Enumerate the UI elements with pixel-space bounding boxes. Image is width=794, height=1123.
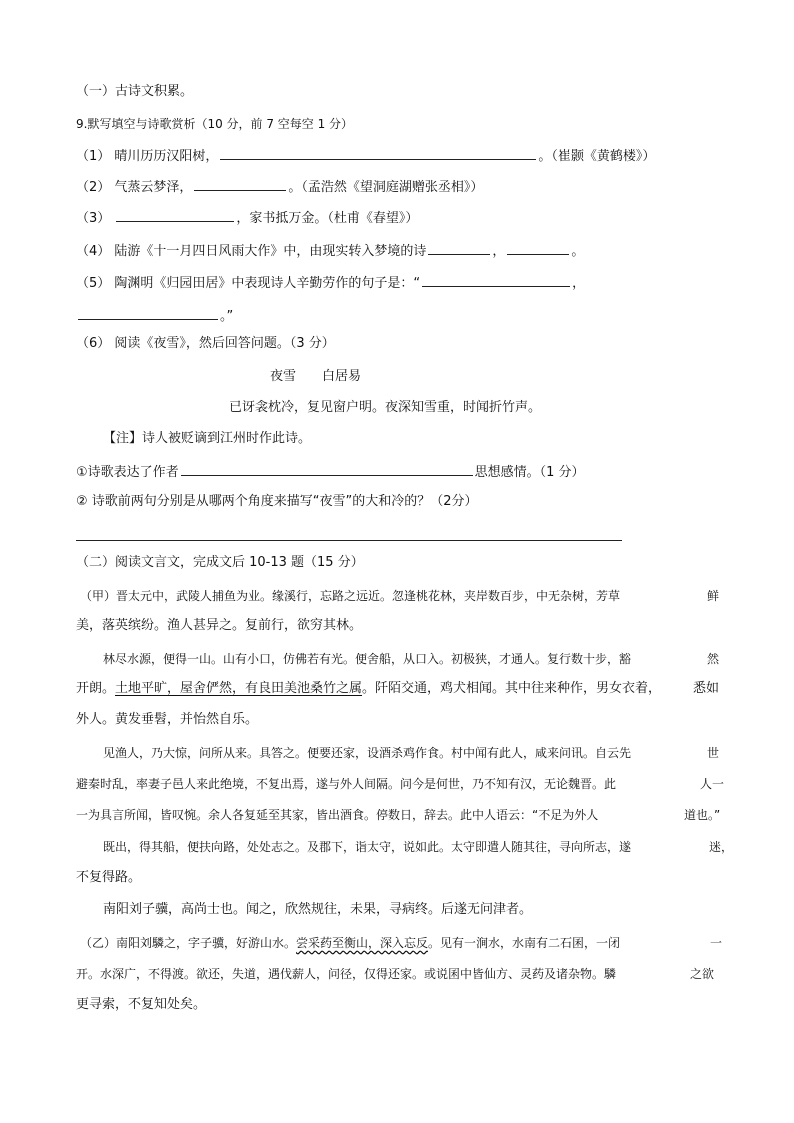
underlined-sentence: 尝采药至衡山，深入忘反 — [296, 936, 429, 950]
item-4 — [76, 241, 794, 261]
passage-line — [103, 744, 794, 762]
passage-text: （甲）晋太元中，武陵人捕鱼为业。缘溪行，忘路之远近。忽逢桃花林，夹岸数百步，中无杂树，芳草 — [80, 589, 621, 603]
passage-line — [76, 680, 794, 698]
answer-blank[interactable] — [116, 208, 234, 222]
answer-blank[interactable] — [422, 273, 570, 287]
underlined-sentence: 土地平旷，屋舍俨然，有良田美池桑竹之属 — [115, 681, 363, 696]
passage-text: 开。水深广，不得渡。欲还，失道，遇伐薪人，问径，仅得还家。或说囷中皆仙方、灵药及诸杂物。驎 — [76, 967, 617, 981]
passage-line — [76, 806, 794, 824]
passage-text: 之欲 — [690, 967, 715, 981]
passage-line — [76, 965, 794, 983]
item-5-sep: ， — [572, 276, 586, 291]
passage-text: 林尽水源，便得一山。山有小口，仿佛若有光。便舍船，从口入。初极狭，才通人。复行数十步，豁 — [103, 652, 632, 666]
question-a-suffix: 思想感情。（1 分） — [474, 465, 585, 480]
item-3-prefix: （3） — [76, 211, 115, 226]
item-5-text: （5） 陶渊明《归园田居》中表现诗人辛勤劳作的句子是：“ — [76, 276, 421, 291]
passage-line — [76, 775, 794, 793]
passage-text: 一为具言所闻，皆叹惋。余人各复延至其家，皆出酒食。停数日，辞去。此中人语云：“不足为外人 — [76, 808, 599, 822]
item-5-cont — [76, 306, 794, 326]
poem-title: 夜雪 — [270, 369, 297, 384]
passage-line — [80, 587, 794, 605]
passage-text: 开朗。 — [76, 681, 116, 696]
question-a-prefix: ①诗歌表达了作者 — [76, 465, 179, 480]
passage-text: 既出，得其船，便扶向路，处处志之。及郡下，诣太守，说如此。太守即遣人随其往，寻向所志，遂 — [103, 840, 632, 854]
item-4-sep: ， — [492, 244, 506, 259]
passage-text: 悉如 — [693, 681, 720, 696]
passage-line — [103, 838, 794, 856]
passage-text: 鲜 — [707, 589, 720, 603]
item-1-suffix: 。（崔颢《黄鹤楼》） — [538, 149, 656, 164]
poem-title-row — [270, 368, 794, 386]
passage-line — [103, 650, 794, 668]
poem-note: 【注】诗人被贬谪到江州时作此诗。 — [103, 431, 312, 446]
item-2-prefix: （2） 气蒸云梦泽， — [76, 180, 193, 195]
passage-line: 南阳刘子骥，高尚士也。闻之，欣然规往，未果，寻病终。后遂无问津者。 — [103, 902, 533, 917]
passage-text: 一 — [710, 936, 723, 950]
passage-text: 避秦时乱，率妻子邑人来此绝境，不复出焉，遂与外人间隔。问今是何世，乃不知有汉，无论魏晋。此 — [76, 777, 617, 791]
item-2-suffix: 。（孟浩然《望洞庭湖赠张丞相》） — [288, 180, 484, 195]
passage-line: 不复得路。 — [76, 870, 142, 885]
section-heading-2: （二）阅读文言文，完成文后 10-13 题（15 分） — [76, 555, 364, 570]
passage-text: 然 — [707, 652, 720, 666]
answer-blank[interactable] — [507, 241, 569, 255]
item-3 — [76, 208, 794, 228]
answer-blank[interactable] — [220, 146, 536, 160]
item-4-text: （4） 陆游《十一月四日风雨大作》中，由现实转入梦境的诗 — [76, 244, 427, 259]
item-5 — [76, 273, 794, 293]
passage-text: 人一 — [700, 777, 725, 791]
passage-text: 。见有一涧水，水南有二石囷，一闭 — [428, 936, 621, 950]
passage-line: 更寻索，不复知处矣。 — [76, 997, 207, 1012]
poem-body: 已讶衾枕冷，复见窗户明。夜深知雪重，时闻折竹声。 — [229, 400, 542, 415]
item-1-prefix: （1） 晴川历历汉阳树， — [76, 149, 219, 164]
item-2 — [76, 177, 794, 197]
item-1 — [76, 146, 794, 166]
passage-text: 。阡陌交通，鸡犬相闻。其中往来种作，男女衣着， — [362, 681, 662, 696]
answer-line[interactable] — [76, 540, 622, 541]
question-a — [76, 462, 794, 482]
passage-text: 见渔人，乃大惊，问所从来。具答之。便要还家，设酒杀鸡作食。村中闻有此人，咸来问讯。自云先 — [103, 746, 632, 760]
item-4-end: 。 — [571, 244, 585, 259]
item-6: （6） 阅读《夜雪》，然后回答问题。（3 分） — [76, 336, 335, 351]
passage-text: （乙）南阳刘驎之，字子骥，好游山水。 — [80, 936, 297, 950]
item-3-suffix: ，家书抵万金。（杜甫《春望》） — [236, 211, 419, 226]
passage-line: 美，落英缤纷。渔人甚异之。复前行，欲穷其林。 — [76, 618, 363, 633]
answer-blank[interactable] — [428, 241, 490, 255]
passage-line — [80, 934, 794, 952]
answer-blank[interactable] — [181, 462, 473, 476]
question-title: 9.默写填空与诗歌赏析（10 分，前 7 空每空 1 分） — [76, 117, 354, 131]
passage-text: 道也。” — [684, 808, 721, 822]
answer-blank[interactable] — [194, 177, 286, 191]
item-5-end: 。” — [220, 309, 234, 324]
passage-text: 迷， — [709, 840, 734, 854]
poem-author: 白居易 — [322, 369, 362, 384]
question-b: ② 诗歌前两句分别是从哪两个角度来描写“夜雪”的大和冷的？（2分） — [76, 494, 478, 509]
section-heading: （一）古诗文积累。 — [76, 84, 194, 99]
answer-blank[interactable] — [78, 306, 218, 320]
passage-text: 世 — [707, 746, 720, 760]
passage-line: 外人。黄发垂髫，并怡然自乐。 — [76, 712, 259, 727]
